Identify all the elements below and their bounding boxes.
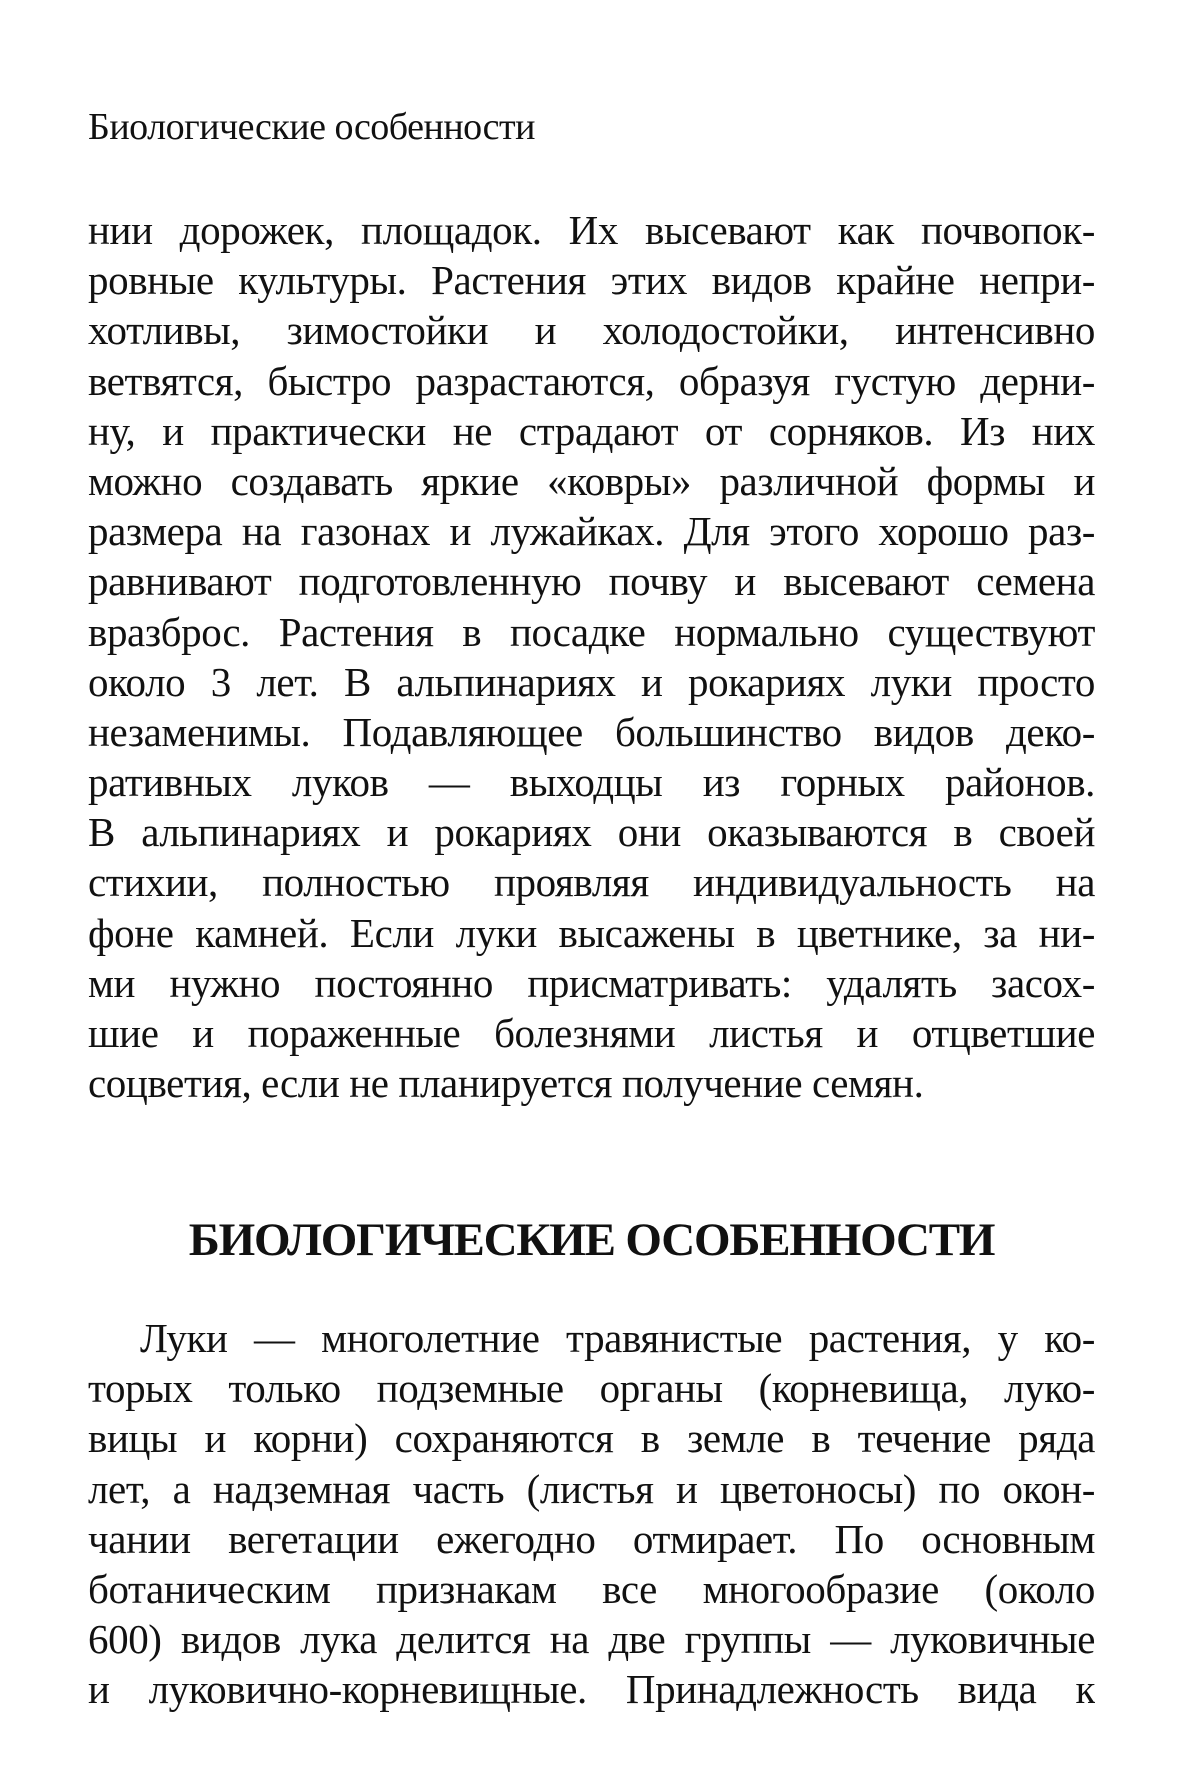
text-line: шие и пораженные болезнями листья и отцветшие xyxy=(88,1010,1095,1056)
text-line: равнивают подготовленную почву и высевают семена xyxy=(88,558,1095,605)
text-line: ми нужно постоянно присматривать: удалять засох- xyxy=(88,959,1095,1006)
text-line: размера на газонах и лужайках. Для этого хорошо раз- xyxy=(88,508,1095,555)
text-line: соцветия, если не планируется получение семян. xyxy=(88,1060,924,1107)
text-line: стихии, полностью проявляя индивидуальность на xyxy=(88,859,1095,906)
text-line: ботаническим признакам все многообразие (около xyxy=(88,1565,1095,1612)
text-line: В альпинариях и рокариях они оказываются в своей xyxy=(88,809,1095,856)
text-line: вицы и корни) сохраняются в земле в течение ряда xyxy=(88,1415,1095,1462)
text-line: незаменимы. Подавляющее большинство видов деко- xyxy=(88,708,1095,755)
text-line: лет, а надземная часть (листья и цветоносы) по окон- xyxy=(88,1465,1095,1512)
section-heading: БИОЛОГИЧЕСКИЕ ОСОБЕННОСТИ xyxy=(188,1214,995,1266)
text-line: 600) видов лука делится на две группы — луковичные xyxy=(88,1616,1095,1663)
text-line: фоне камней. Если луки высажены в цветнике, за ни- xyxy=(88,909,1095,956)
text-line: ративных луков — выходцы из горных районов. xyxy=(88,759,1095,806)
text-line: хотливы, зимостойки и холодостойки, интенсивно xyxy=(88,307,1095,354)
text-line: ветвятся, быстро разрастаются, образуя густую дерни- xyxy=(88,357,1095,404)
text-line: и луковично-корневищные. Принадлежность вида к xyxy=(88,1666,1095,1713)
text-line: торых только подземные органы (корневища, луко- xyxy=(88,1365,1095,1412)
text-line: Луки — многолетние травянистые растения, у ко- xyxy=(140,1315,1095,1361)
text-line: ну, и практически не страдают от сорняков. Из них xyxy=(88,407,1095,454)
continued-paragraph xyxy=(88,205,1095,1108)
text-line: чании вегетации ежегодно отмирает. По основным xyxy=(88,1515,1095,1562)
running-header: Биологические особенности xyxy=(88,106,535,148)
text-line: нии дорожек, площадок. Их высевают как почвопок- xyxy=(88,207,1095,253)
text-line: можно создавать яркие «ковры» различной формы и xyxy=(88,457,1095,504)
text-line: вразброс. Растения в посадке нормально существуют xyxy=(88,608,1095,655)
section-paragraph xyxy=(88,1313,1095,1715)
text-line: около 3 лет. В альпинариях и рокариях луки просто xyxy=(88,658,1095,705)
text-line: ровные культуры. Растения этих видов крайне непри- xyxy=(88,257,1095,304)
